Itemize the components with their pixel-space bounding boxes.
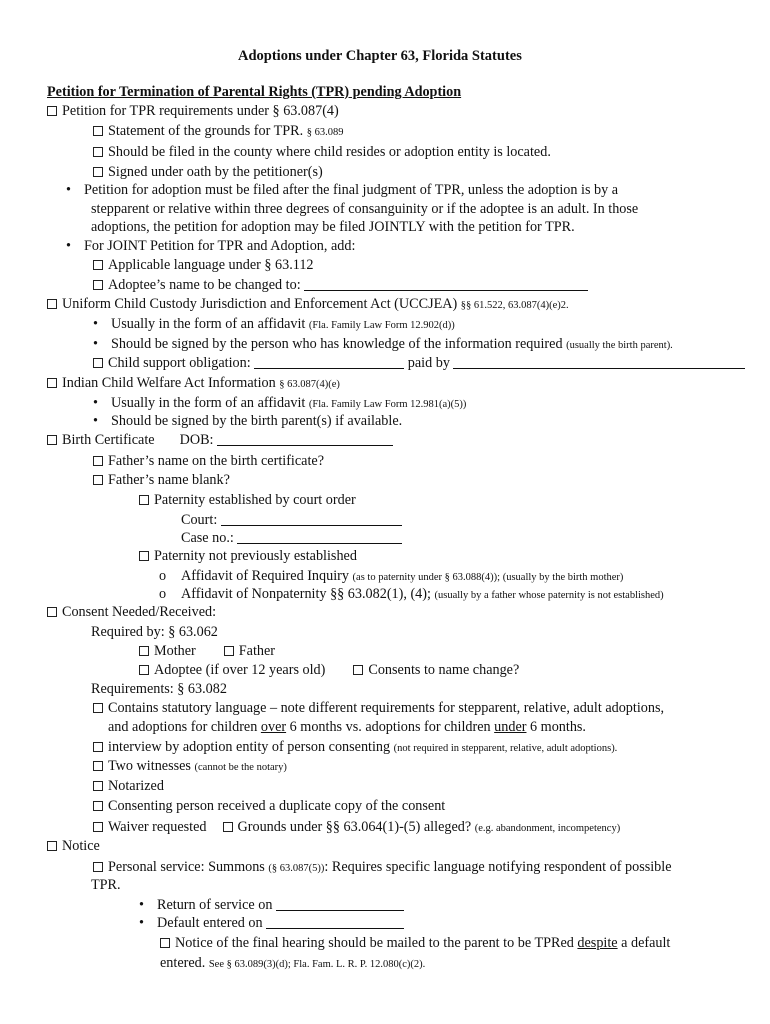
checkbox[interactable] — [223, 822, 233, 832]
checklist-item: Consenting person received a duplicate copy of the consent — [93, 797, 445, 815]
checklist-item: Two witnesses (cannot be the notary) — [93, 757, 287, 777]
text-line: and adoptions for children over 6 months vs. adoptions for children under 6 months. — [108, 719, 586, 735]
bullet-item: • Default entered on — [139, 914, 404, 932]
checklist-item: Uniform Child Custody Jurisdiction and Enforcement Act (UCCJEA) §§ 61.522, 63.087(4)(e)2. — [47, 295, 569, 315]
checklist-item: Waiver requested Grounds under §§ 63.064(1)-(5) alleged? (e.g. abandonment, incompetency) — [93, 818, 620, 838]
checklist-item: Paternity not previously established — [139, 547, 357, 565]
checkbox[interactable] — [93, 742, 103, 752]
paid-by-field[interactable] — [453, 354, 745, 369]
bullet-item: • Should be signed by the person who has knowledge of the information required (usually the birth parent). — [93, 336, 673, 352]
checkbox[interactable] — [93, 358, 103, 368]
checkbox[interactable] — [139, 665, 149, 675]
checkbox[interactable] — [47, 378, 57, 388]
court-field[interactable] — [221, 511, 402, 526]
adoptee-name-field[interactable] — [304, 276, 588, 291]
bullet-item: • Usually in the form of an affidavit (Fla. Family Law Form 12.981(a)(5)) — [93, 395, 467, 411]
checkbox[interactable] — [93, 280, 103, 290]
checkbox[interactable] — [139, 646, 149, 656]
case-no-field[interactable] — [237, 529, 402, 544]
checkbox[interactable] — [139, 551, 149, 561]
checkbox[interactable] — [93, 862, 103, 872]
checkbox[interactable] — [47, 607, 57, 617]
checklist-item: Personal service: Summons (§ 63.087(5)): Requires specific language notifying respondent of possible — [93, 858, 672, 878]
checklist-item: Signed under oath by the petitioner(s) — [93, 163, 323, 181]
text-line: adoptions, the petition for adoption may be filed JOINTLY with the petition for TPR. — [91, 219, 575, 235]
checklist-item: Father’s name blank? — [93, 471, 230, 489]
checkbox[interactable] — [47, 106, 57, 116]
text-line: Case no.: — [181, 529, 402, 547]
checkbox[interactable] — [160, 938, 170, 948]
bullet-item: • Return of service on — [139, 896, 404, 914]
default-entered-field[interactable] — [266, 914, 404, 929]
text-line: Requirements: § 63.082 — [91, 681, 227, 697]
checklist-item: Notice of the final hearing should be mailed to the parent to be TPRed despite a default — [160, 934, 670, 952]
checkbox[interactable] — [93, 147, 103, 157]
page-title: Adoptions under Chapter 63, Florida Statutes — [238, 48, 522, 64]
bullet-item: • Petition for adoption must be filed after the final judgment of TPR, unless the adoption is by a — [66, 182, 619, 198]
checklist-item: Child support obligation: paid by — [93, 354, 745, 372]
section-heading: Petition for Termination of Parental Rights (TPR) pending Adoption — [47, 84, 462, 100]
checkbox[interactable] — [93, 456, 103, 466]
return-of-service-field[interactable] — [276, 896, 404, 911]
bullet-item: • For JOINT Petition for TPR and Adoption, add: — [66, 238, 356, 254]
checklist-item: interview by adoption entity of person consenting (not required in stepparent, relative, adult adoptions). — [93, 738, 617, 758]
checkbox[interactable] — [93, 822, 103, 832]
checkbox[interactable] — [224, 646, 234, 656]
bullet-item: • Usually in the form of an affidavit (Fla. Family Law Form 12.902(d)) — [93, 316, 455, 332]
bullet-item: • Should be signed by the birth parent(s) if available. — [93, 413, 403, 429]
checkbox[interactable] — [93, 126, 103, 136]
checklist-item: Consent Needed/Received: — [47, 603, 216, 621]
child-support-field[interactable] — [254, 354, 404, 369]
checklist-item: Should be filed in the county where child resides or adoption entity is located. — [93, 143, 551, 161]
checkbox[interactable] — [93, 167, 103, 177]
text-line: stepparent or relative within three degrees of consanguinity or if the adoptee is an adult. In those — [91, 201, 639, 217]
checkbox[interactable] — [353, 665, 363, 675]
checkbox[interactable] — [93, 781, 103, 791]
checkbox[interactable] — [93, 475, 103, 485]
checklist-item: Notarized — [93, 777, 164, 795]
checklist-item: Contains statutory language – note different requirements for stepparent, relative, adult adoptions, — [93, 699, 664, 717]
dob-field[interactable] — [217, 431, 393, 446]
checkbox[interactable] — [139, 495, 149, 505]
checkbox[interactable] — [93, 260, 103, 270]
checklist-item: Statement of the grounds for TPR. § 63.089 — [93, 122, 344, 142]
checkbox[interactable] — [47, 435, 57, 445]
checklist-item: Notice — [47, 837, 100, 855]
checkbox[interactable] — [93, 761, 103, 771]
checklist-item: Mother Father — [139, 642, 275, 660]
checklist-item: Indian Child Welfare Act Information § 63.087(4)(e) — [47, 374, 340, 394]
checkbox[interactable] — [93, 703, 103, 713]
checklist-item: Father’s name on the birth certificate? — [93, 452, 324, 470]
text-line: Required by: § 63.062 — [91, 624, 218, 640]
checklist-item: Adoptee (if over 12 years old) Consents to name change? — [139, 661, 519, 679]
checklist-item: Applicable language under § 63.112 — [93, 256, 314, 274]
checklist-item: Adoptee’s name to be changed to: — [93, 276, 588, 294]
checklist-item: Paternity established by court order — [139, 491, 356, 509]
text-line: entered. See § 63.089(3)(d); Fla. Fam. L. R. P. 12.080(c)(2). — [160, 955, 426, 971]
list-item: o Affidavit of Nonpaternity §§ 63.082(1), (4); (usually by a father whose paternity is not established) — [159, 586, 664, 602]
checkbox[interactable] — [93, 801, 103, 811]
checklist-item: Birth Certificate DOB: — [47, 431, 393, 449]
checklist-item: Petition for TPR requirements under § 63.087(4) — [47, 102, 339, 120]
checkbox[interactable] — [47, 299, 57, 309]
text-line: Court: — [181, 511, 402, 529]
checkbox[interactable] — [47, 841, 57, 851]
list-item: o Affidavit of Required Inquiry (as to paternity under § 63.088(4)); (usually by the birth mother) — [159, 568, 624, 584]
text-line: TPR. — [91, 877, 121, 893]
